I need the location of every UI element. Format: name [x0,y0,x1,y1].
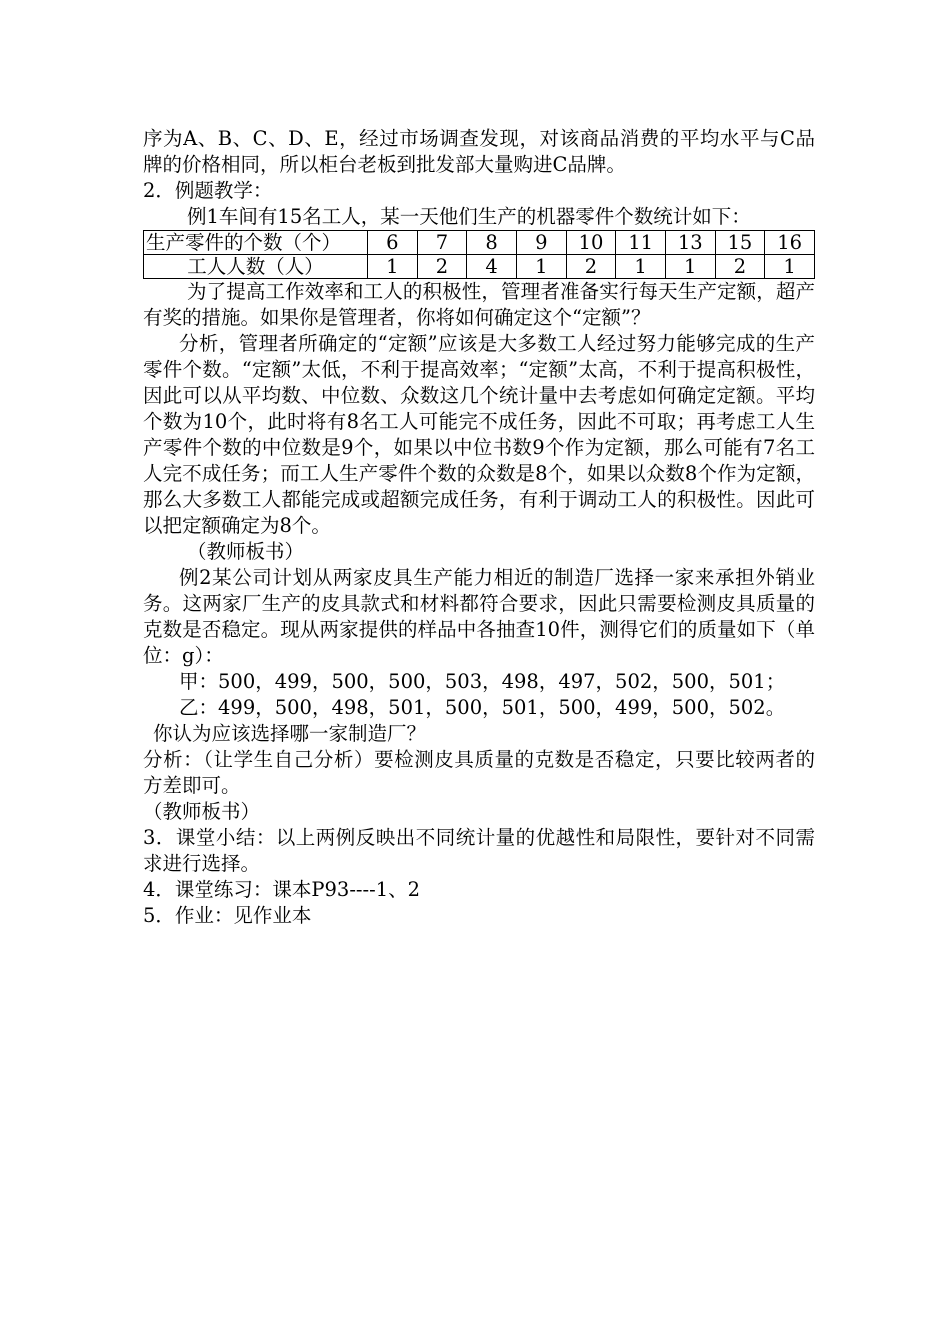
table-cell: 9 [516,231,566,255]
analysis-2-paragraph: 分析：（让学生自己分析）要检测皮具质量的克数是否稳定，只要比较两者的方差即可。 [143,748,815,797]
parts-count-table [143,230,815,279]
table-cell: 2 [417,255,467,279]
document-page [143,126,815,929]
table-cell: 1 [665,255,715,279]
example-1-question: 为了提高工作效率和工人的积极性，管理者准备实行每天生产定额，超产有奖的措施。如果你是管理者，你将如何确定这个“定额”？ [143,280,815,329]
table-cell: 15 [715,231,765,255]
table-cell: 16 [765,231,815,255]
example-1-text: 例1车间有15名工人，某一天他们生产的机器零件个数统计如下： [187,205,751,228]
table-cell: 11 [616,231,666,255]
teacher-board-note-1: （教师板书） [187,540,305,563]
section-4-practice: 4．课堂练习：课本P93----1、2 [143,878,421,901]
table-row-parts [144,231,815,255]
table-row-label-parts: 生产零件的个数（个） [144,231,368,255]
table-cell: 2 [715,255,765,279]
table-cell: 8 [467,231,517,255]
table-cell: 13 [665,231,715,255]
table-cell: 2 [566,255,616,279]
analysis-1-paragraph: 分析，管理者所确定的“定额”应该是大多数工人经过努力能够完成的生产零件个数。“定额”太低，不利于提高效率；“定额”太高，不利于提高积极性，因此可以从平均数、中位数、众数这几个统计量中去考虑如何确定定额。平均个数为10个，此时将有8名工人可能完不成任务，因此不可取；再考虑工人生产零件个数的中位数是9个，如果以中位书数9个作为定额，那么可能有7名工人完不成任务；而工人生产零件个数的众数是8个，如果以众数8个作为定额，那么大多数工人都能完成或超额完成任务，有利于调动工人的积极性。因此可以把定额确定为8个。 [143,332,815,537]
table-cell: 10 [566,231,616,255]
intro-paragraph: 序为A、B、C、D、E，经过市场调查发现，对该商品消费的平均水平与C品牌的价格相同，所以柜台老板到批发部大量购进C品牌。 [143,127,815,176]
example-2-text: 例2某公司计划从两家皮具生产能力相近的制造厂选择一家来承担外销业务。这两家厂生产的皮具款式和材料都符合要求，因此只需要检测皮具质量的克数是否稳定。现从两家提供的样品中各抽查10件，测得它们的质量如下（单位：g）： [143,566,815,667]
table-cell: 7 [417,231,467,255]
table-cell: 1 [368,255,418,279]
section-5-homework: 5．作业：见作业本 [143,904,312,927]
teacher-board-note-2: （教师板书） [143,800,261,823]
section-2-heading: 2．例题教学： [143,179,273,202]
table-cell: 6 [368,231,418,255]
table-cell: 4 [467,255,517,279]
table-row-label-workers: 工人人数（人） [144,255,368,279]
example-2-question: 你认为应该选择哪一家制造厂？ [153,722,427,745]
table-cell: 1 [616,255,666,279]
sample-jia: 甲：500，499，500，500，503，498，497，502，500，501； [179,670,786,693]
table-cell: 1 [516,255,566,279]
section-3-summary: 3．课堂小结：以上两例反映出不同统计量的优越性和局限性，要针对不同需求进行选择。 [143,826,815,875]
table-cell: 1 [765,255,815,279]
sample-yi: 乙：499，500，498，501，500，501，500，499，500，502。 [179,696,786,719]
table-row-workers [144,255,815,279]
